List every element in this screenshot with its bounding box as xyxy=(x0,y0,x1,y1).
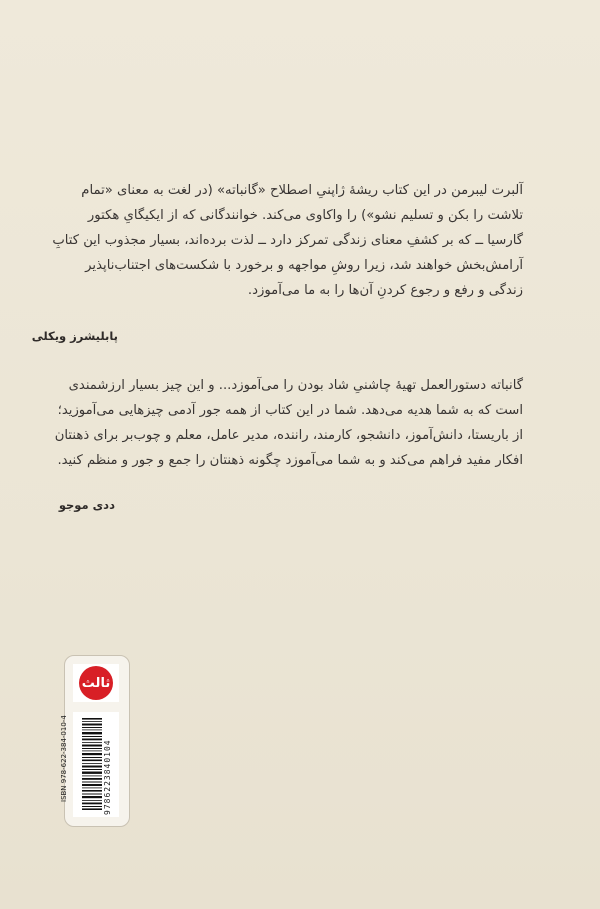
review-paragraph-1 xyxy=(52,178,523,303)
review-paragraph-2 xyxy=(54,373,523,473)
review-2-line: گانباته دستورالعمل تهیهٔ چاشنیِ شاد بودن را می‌آموزد... و این چیز بسیار ارزشمندی xyxy=(68,378,523,393)
review-2-line: است که به شما هدیه می‌دهد. شما در این کتاب از همه جور آدمی چیزهایی می‌آموزید؛ xyxy=(57,403,523,418)
review-2-line: از باریستا، دانش‌آموز، دانشجو، کارمند، راننده، مدیر عامل، معلم و چوب‌بر برای ذهنتان xyxy=(54,428,523,443)
barcode-icon xyxy=(82,718,102,810)
review-1-line: زندگی و رفع و رجوع کردنِ آن‌ها را به ما می‌آموزد. xyxy=(247,283,523,298)
publisher-logo-mark: ثالث xyxy=(79,666,113,700)
review-1-line: آرامش‌بخش خواهند شد، زیرا روشِ مواجهه و برخورد با شکست‌های اجتناب‌ناپذیر xyxy=(85,258,523,273)
review-1-signature: پابلیشرز ویکلی xyxy=(31,329,118,343)
review-1-line: گارسیا ــ که بر کشفِ معنای زندگی تمرکز دارد ــ لذت برده‌اند، بسیار مجذوب این کتابِ xyxy=(52,233,523,248)
review-2-signature: ددی موجو xyxy=(58,498,115,512)
review-2-line: افکار مفید فراهم می‌کند و به شما می‌آموزد چگونه ذهنتان را جمع و جور و منظم کنید. xyxy=(57,453,523,468)
isbn-label: ISBN 978-622-384-010-4 xyxy=(60,715,68,802)
barcode-number: 9786223840104 xyxy=(103,739,112,815)
publisher-logo xyxy=(73,664,119,702)
review-1-line: تلاشت را بکن و تسلیم نشو») را واکاوی می‌کند. خوانندگانی که از ایکیگایِ هکتور xyxy=(87,208,523,223)
review-1-line: آلبرت لیبرمن در این کتاب ریشهٔ ژاپنیِ اصطلاح «گانباته» (در لغت به معنای «تمام xyxy=(81,183,523,198)
